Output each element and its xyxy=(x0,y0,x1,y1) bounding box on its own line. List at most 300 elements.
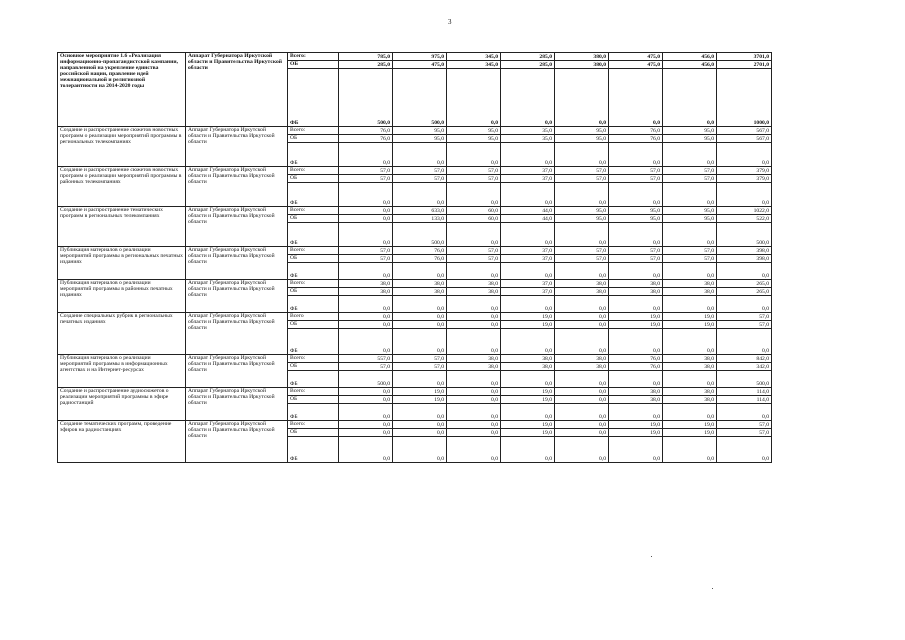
year-value-cell: 57,0 xyxy=(447,167,501,175)
year-value-cell: 0,0 xyxy=(609,263,663,280)
year-value-cell: 38,0 xyxy=(663,288,717,296)
year-value-cell: 38,0 xyxy=(609,388,663,396)
scan-speck xyxy=(651,556,652,557)
year-value-cell: 0,0 xyxy=(555,313,609,321)
year-value-cell: 0,0 xyxy=(447,321,501,329)
year-value-cell: 0,0 xyxy=(609,296,663,313)
year-value-cell: 0,0 xyxy=(393,313,447,321)
year-value-cell: 0,0 xyxy=(663,437,717,463)
year-value-cell: 380,0 xyxy=(555,61,609,69)
year-value-cell: 0,0 xyxy=(339,396,393,404)
year-value-cell: 456,0 xyxy=(663,53,717,61)
year-value-cell: 37,0 xyxy=(501,247,555,255)
funding-source-cell: Всего: xyxy=(288,355,339,363)
total-value-cell: 57,0 xyxy=(717,429,772,437)
year-value-cell: 475,0 xyxy=(393,61,447,69)
funding-source-cell: Всего: xyxy=(288,388,339,396)
year-value-cell: 0,0 xyxy=(393,429,447,437)
executor-cell: Аппарат Губернатора Иркутской области и Правительства Иркутской области xyxy=(186,127,288,167)
year-value-cell: 38,0 xyxy=(447,355,501,363)
year-value-cell: 0,0 xyxy=(555,396,609,404)
funding-source-cell: ОБ xyxy=(288,135,339,143)
year-value-cell: 76,0 xyxy=(339,127,393,135)
table-row xyxy=(58,167,772,175)
year-value-cell: 95,0 xyxy=(555,127,609,135)
year-value-cell: 0,0 xyxy=(555,183,609,207)
year-value-cell: 0,0 xyxy=(339,143,393,167)
year-value-cell: 19,0 xyxy=(663,321,717,329)
funding-source-cell: ОБ xyxy=(288,61,339,69)
year-value-cell: 57,0 xyxy=(609,247,663,255)
activity-name-cell: Создание и распространение тематических программ в региональных телекомпаниях xyxy=(58,207,186,247)
year-value-cell: 57,0 xyxy=(663,247,717,255)
year-value-cell: 500,0 xyxy=(393,223,447,247)
year-value-cell: 35,0 xyxy=(501,135,555,143)
executor-cell: Аппарат Губернатора Иркутской области и Правительства Иркутской области xyxy=(186,355,288,388)
year-value-cell: 0,0 xyxy=(501,296,555,313)
year-value-cell: 95,0 xyxy=(663,135,717,143)
year-value-cell: 19,0 xyxy=(501,388,555,396)
year-value-cell: 57,0 xyxy=(555,247,609,255)
year-value-cell: 19,0 xyxy=(663,313,717,321)
year-value-cell: 0,0 xyxy=(339,429,393,437)
year-value-cell: 0,0 xyxy=(447,69,501,127)
year-value-cell: 285,0 xyxy=(339,61,393,69)
total-value-cell: 0,0 xyxy=(717,437,772,463)
year-value-cell: 0,0 xyxy=(339,321,393,329)
total-value-cell: 114,0 xyxy=(717,388,772,396)
executor-cell: Аппарат Губернатора Иркутской области и Правительства Иркутской области xyxy=(186,207,288,247)
year-value-cell: 38,0 xyxy=(663,363,717,371)
year-value-cell: 37,0 xyxy=(501,167,555,175)
table-row xyxy=(58,388,772,396)
year-value-cell: 345,0 xyxy=(447,53,501,61)
year-value-cell: 19,0 xyxy=(393,388,447,396)
funding-source-cell: Всего: xyxy=(288,167,339,175)
year-value-cell: 633,0 xyxy=(393,207,447,215)
year-value-cell: 76,0 xyxy=(339,135,393,143)
year-value-cell: 38,0 xyxy=(447,288,501,296)
year-value-cell: 0,0 xyxy=(339,215,393,223)
executor-cell: Аппарат Губернатора Иркутской области и Правительства Иркутской области xyxy=(186,167,288,207)
year-value-cell: 0,0 xyxy=(501,371,555,388)
year-value-cell: 57,0 xyxy=(339,247,393,255)
year-value-cell: 57,0 xyxy=(663,175,717,183)
year-value-cell: 57,0 xyxy=(339,363,393,371)
funding-source-cell: ФБ xyxy=(288,437,339,463)
year-value-cell: 0,0 xyxy=(447,296,501,313)
scan-speck xyxy=(712,588,713,589)
year-value-cell: 95,0 xyxy=(555,207,609,215)
year-value-cell: 0,0 xyxy=(447,329,501,355)
total-value-cell: 379,0 xyxy=(717,175,772,183)
year-value-cell: 95,0 xyxy=(393,135,447,143)
year-value-cell: 95,0 xyxy=(447,127,501,135)
total-value-cell: 114,0 xyxy=(717,396,772,404)
year-value-cell: 0,0 xyxy=(447,263,501,280)
year-value-cell: 0,0 xyxy=(555,223,609,247)
table-row xyxy=(58,355,772,363)
executor-cell: Аппарат Губернатора Иркутской области и Правительства Иркутской области xyxy=(186,53,288,127)
total-value-cell: 57,0 xyxy=(717,321,772,329)
year-value-cell: 38,0 xyxy=(393,280,447,288)
total-value-cell: 0,0 xyxy=(717,183,772,207)
year-value-cell: 133,0 xyxy=(393,215,447,223)
year-value-cell: 19,0 xyxy=(393,396,447,404)
funding-source-cell: Всего: xyxy=(288,247,339,255)
year-value-cell: 38,0 xyxy=(501,363,555,371)
year-value-cell: 95,0 xyxy=(609,215,663,223)
year-value-cell: 37,0 xyxy=(501,175,555,183)
year-value-cell: 38,0 xyxy=(393,288,447,296)
year-value-cell: 0,0 xyxy=(339,329,393,355)
year-value-cell: 0,0 xyxy=(555,296,609,313)
year-value-cell: 0,0 xyxy=(501,404,555,421)
year-value-cell: 380,0 xyxy=(555,53,609,61)
year-value-cell: 57,0 xyxy=(609,167,663,175)
year-value-cell: 38,0 xyxy=(555,280,609,288)
page-number: 3 xyxy=(448,18,452,26)
year-value-cell: 0,0 xyxy=(447,404,501,421)
year-value-cell: 0,0 xyxy=(393,321,447,329)
executor-cell: Аппарат Губернатора Иркутской области и Правительства Иркутской области xyxy=(186,280,288,313)
total-value-cell: 500,0 xyxy=(717,371,772,388)
table-row xyxy=(58,127,772,135)
year-value-cell: 0,0 xyxy=(447,437,501,463)
total-value-cell: 57,0 xyxy=(717,313,772,321)
year-value-cell: 0,0 xyxy=(339,388,393,396)
year-value-cell: 38,0 xyxy=(339,280,393,288)
year-value-cell: 44,0 xyxy=(501,215,555,223)
funding-source-cell: Всего: xyxy=(288,421,339,429)
funding-source-cell: ФБ xyxy=(288,404,339,421)
year-value-cell: 0,0 xyxy=(555,421,609,429)
total-value-cell: 0,0 xyxy=(717,329,772,355)
year-value-cell: 19,0 xyxy=(609,421,663,429)
year-value-cell: 76,0 xyxy=(609,135,663,143)
year-value-cell: 38,0 xyxy=(447,280,501,288)
year-value-cell: 0,0 xyxy=(609,69,663,127)
year-value-cell: 38,0 xyxy=(339,288,393,296)
year-value-cell: 475,0 xyxy=(609,61,663,69)
year-value-cell: 76,0 xyxy=(609,355,663,363)
year-value-cell: 38,0 xyxy=(555,355,609,363)
funding-source-cell: Всего: xyxy=(288,280,339,288)
total-value-cell: 0,0 xyxy=(717,263,772,280)
year-value-cell: 0,0 xyxy=(339,437,393,463)
total-value-cell: 379,0 xyxy=(717,167,772,175)
year-value-cell: 19,0 xyxy=(501,421,555,429)
year-value-cell: 0,0 xyxy=(555,429,609,437)
year-value-cell: 0,0 xyxy=(393,437,447,463)
year-value-cell: 557,0 xyxy=(339,355,393,363)
year-value-cell: 57,0 xyxy=(447,255,501,263)
year-value-cell: 0,0 xyxy=(339,183,393,207)
year-value-cell: 0,0 xyxy=(663,404,717,421)
table-row xyxy=(58,280,772,288)
year-value-cell: 0,0 xyxy=(339,223,393,247)
total-value-cell: 1000,0 xyxy=(717,69,772,127)
year-value-cell: 0,0 xyxy=(393,421,447,429)
executor-cell: Аппарат Губернатора Иркутской области и Правительства Иркутской области xyxy=(186,247,288,280)
executor-cell: Аппарат Губернатора Иркутской области и Правительства Иркутской области xyxy=(186,388,288,421)
year-value-cell: 57,0 xyxy=(393,363,447,371)
year-value-cell: 285,0 xyxy=(501,61,555,69)
year-value-cell: 19,0 xyxy=(663,429,717,437)
year-value-cell: 57,0 xyxy=(609,175,663,183)
activity-name-cell: Публикация материалов о реализации мероприятий программы в региональных печатных изданиях xyxy=(58,247,186,280)
year-value-cell: 19,0 xyxy=(501,396,555,404)
year-value-cell: 0,0 xyxy=(609,223,663,247)
table-row xyxy=(58,53,772,61)
year-value-cell: 0,0 xyxy=(555,263,609,280)
budget-table xyxy=(57,52,772,463)
year-value-cell: 0,0 xyxy=(447,421,501,429)
year-value-cell: 57,0 xyxy=(663,167,717,175)
year-value-cell: 76,0 xyxy=(609,363,663,371)
year-value-cell: 0,0 xyxy=(663,329,717,355)
year-value-cell: 0,0 xyxy=(609,143,663,167)
total-value-cell: 3701,0 xyxy=(717,53,772,61)
year-value-cell: 38,0 xyxy=(609,396,663,404)
total-value-cell: 842,0 xyxy=(717,355,772,363)
year-value-cell: 0,0 xyxy=(555,143,609,167)
year-value-cell: 0,0 xyxy=(609,437,663,463)
year-value-cell: 0,0 xyxy=(447,371,501,388)
funding-source-cell: ОБ xyxy=(288,255,339,263)
year-value-cell: 38,0 xyxy=(447,363,501,371)
year-value-cell: 37,0 xyxy=(501,280,555,288)
year-value-cell: 0,0 xyxy=(339,404,393,421)
year-value-cell: 0,0 xyxy=(501,183,555,207)
year-value-cell: 38,0 xyxy=(663,280,717,288)
year-value-cell: 60,0 xyxy=(447,215,501,223)
year-value-cell: 95,0 xyxy=(663,127,717,135)
year-value-cell: 95,0 xyxy=(393,127,447,135)
funding-source-cell: ФБ xyxy=(288,296,339,313)
year-value-cell: 0,0 xyxy=(447,223,501,247)
budget-table-body xyxy=(58,53,772,463)
year-value-cell: 0,0 xyxy=(663,143,717,167)
year-value-cell: 38,0 xyxy=(663,355,717,363)
year-value-cell: 500,0 xyxy=(339,69,393,127)
year-value-cell: 19,0 xyxy=(609,321,663,329)
total-value-cell: 57,0 xyxy=(717,421,772,429)
year-value-cell: 0,0 xyxy=(447,143,501,167)
total-value-cell: 0,0 xyxy=(717,143,772,167)
year-value-cell: 57,0 xyxy=(555,175,609,183)
year-value-cell: 0,0 xyxy=(447,388,501,396)
year-value-cell: 0,0 xyxy=(609,404,663,421)
year-value-cell: 0,0 xyxy=(663,296,717,313)
year-value-cell: 0,0 xyxy=(447,183,501,207)
year-value-cell: 0,0 xyxy=(663,69,717,127)
activity-name-cell: Публикация материалов о реализации мероприятий программы в информационных агентствах и на Интернет-ресурсах xyxy=(58,355,186,388)
total-value-cell: 2701,0 xyxy=(717,61,772,69)
year-value-cell: 0,0 xyxy=(501,263,555,280)
funding-source-cell: ОБ xyxy=(288,215,339,223)
year-value-cell: 0,0 xyxy=(393,183,447,207)
year-value-cell: 0,0 xyxy=(555,329,609,355)
year-value-cell: 57,0 xyxy=(609,255,663,263)
year-value-cell: 38,0 xyxy=(609,280,663,288)
year-value-cell: 0,0 xyxy=(609,183,663,207)
year-value-cell: 95,0 xyxy=(447,135,501,143)
year-value-cell: 38,0 xyxy=(663,388,717,396)
year-value-cell: 0,0 xyxy=(393,263,447,280)
year-value-cell: 37,0 xyxy=(501,288,555,296)
year-value-cell: 0,0 xyxy=(555,404,609,421)
total-value-cell: 342,0 xyxy=(717,363,772,371)
funding-source-cell: Всего: xyxy=(288,207,339,215)
year-value-cell: 345,0 xyxy=(447,61,501,69)
year-value-cell: 38,0 xyxy=(663,396,717,404)
funding-source-cell: ФБ xyxy=(288,371,339,388)
year-value-cell: 456,0 xyxy=(663,61,717,69)
year-value-cell: 57,0 xyxy=(393,355,447,363)
funding-source-cell: ФБ xyxy=(288,143,339,167)
year-value-cell: 57,0 xyxy=(555,255,609,263)
executor-cell: Аппарат Губернатора Иркутской области и Правительства Иркутской области xyxy=(186,313,288,355)
funding-source-cell: ФБ xyxy=(288,329,339,355)
year-value-cell: 19,0 xyxy=(663,421,717,429)
activity-name-cell: Создание специальных рубрик в региональных печатных изданиях xyxy=(58,313,186,355)
funding-source-cell: ОБ xyxy=(288,429,339,437)
activity-name-cell: Создание и распространение сюжетов новостных программ о реализации мероприятий программы в районных телекомпаниях xyxy=(58,167,186,207)
year-value-cell: 38,0 xyxy=(555,288,609,296)
year-value-cell: 95,0 xyxy=(555,135,609,143)
year-value-cell: 0,0 xyxy=(555,437,609,463)
year-value-cell: 0,0 xyxy=(501,437,555,463)
year-value-cell: 19,0 xyxy=(609,313,663,321)
year-value-cell: 0,0 xyxy=(393,404,447,421)
year-value-cell: 57,0 xyxy=(555,167,609,175)
year-value-cell: 57,0 xyxy=(447,175,501,183)
year-value-cell: 0,0 xyxy=(609,329,663,355)
year-value-cell: 57,0 xyxy=(447,247,501,255)
total-value-cell: 500,0 xyxy=(717,223,772,247)
year-value-cell: 0,0 xyxy=(339,421,393,429)
year-value-cell: 57,0 xyxy=(339,175,393,183)
year-value-cell: 0,0 xyxy=(339,296,393,313)
year-value-cell: 0,0 xyxy=(663,183,717,207)
table-row xyxy=(58,421,772,429)
year-value-cell: 0,0 xyxy=(663,263,717,280)
table-row xyxy=(58,247,772,255)
year-value-cell: 0,0 xyxy=(393,371,447,388)
funding-source-cell: ОБ xyxy=(288,321,339,329)
table-row xyxy=(58,207,772,215)
year-value-cell: 0,0 xyxy=(501,69,555,127)
activity-name-cell: Создание и распространение аудиосюжетов о реализации мероприятий программы в эфире радиостанций xyxy=(58,388,186,421)
activity-name-cell: Создание и распространение сюжетов новостных программ о реализации мероприятий программы в региональных телекомпаниях xyxy=(58,127,186,167)
funding-source-cell: ОБ xyxy=(288,175,339,183)
executor-cell: Аппарат Губернатора Иркутской области и Правительства Иркутской области xyxy=(186,421,288,463)
year-value-cell: 57,0 xyxy=(339,167,393,175)
funding-source-cell: ФБ xyxy=(288,223,339,247)
funding-source-cell: ОБ xyxy=(288,288,339,296)
year-value-cell: 19,0 xyxy=(609,429,663,437)
year-value-cell: 19,0 xyxy=(501,313,555,321)
funding-source-cell: Всего: xyxy=(288,127,339,135)
year-value-cell: 95,0 xyxy=(663,207,717,215)
year-value-cell: 0,0 xyxy=(555,321,609,329)
year-value-cell: 785,0 xyxy=(339,53,393,61)
year-value-cell: 76,0 xyxy=(393,247,447,255)
activity-name-cell: Основное мероприятие 1.6 «Реализация информационно-пропагандистской кампании, направленной на укрепление единства российской нации, правление ндей межнациональной и религиозной толерантности на 2014-2020 годы xyxy=(58,53,186,127)
total-value-cell: 522,0 xyxy=(717,215,772,223)
year-value-cell: 975,0 xyxy=(393,53,447,61)
year-value-cell: 0,0 xyxy=(447,396,501,404)
year-value-cell: 500,0 xyxy=(339,371,393,388)
year-value-cell: 0,0 xyxy=(501,329,555,355)
total-value-cell: 265,0 xyxy=(717,288,772,296)
year-value-cell: 0,0 xyxy=(663,371,717,388)
funding-source-cell: ОБ xyxy=(288,396,339,404)
year-value-cell: 35,0 xyxy=(501,127,555,135)
year-value-cell: 0,0 xyxy=(393,143,447,167)
total-value-cell: 0,0 xyxy=(717,404,772,421)
year-value-cell: 38,0 xyxy=(609,288,663,296)
year-value-cell: 0,0 xyxy=(339,207,393,215)
funding-source-cell: ОБ xyxy=(288,363,339,371)
year-value-cell: 475,0 xyxy=(609,53,663,61)
year-value-cell: 76,0 xyxy=(393,255,447,263)
year-value-cell: 38,0 xyxy=(555,363,609,371)
year-value-cell: 19,0 xyxy=(501,429,555,437)
total-value-cell: 0,0 xyxy=(717,296,772,313)
year-value-cell: 0,0 xyxy=(663,223,717,247)
year-value-cell: 37,0 xyxy=(501,255,555,263)
year-value-cell: 57,0 xyxy=(393,167,447,175)
funding-source-cell: ФБ xyxy=(288,69,339,127)
activity-name-cell: Публикация материалов о реализации мероприятий программы в районных печатных изданиях xyxy=(58,280,186,313)
funding-source-cell: Всего: xyxy=(288,53,339,61)
activity-name-cell: Создание тематических программ, проведение эфиров на радиостанциях xyxy=(58,421,186,463)
year-value-cell: 0,0 xyxy=(501,143,555,167)
year-value-cell: 0,0 xyxy=(447,429,501,437)
table-row xyxy=(58,313,772,321)
total-value-cell: 398,0 xyxy=(717,247,772,255)
year-value-cell: 44,0 xyxy=(501,207,555,215)
year-value-cell: 95,0 xyxy=(663,215,717,223)
year-value-cell: 76,0 xyxy=(609,127,663,135)
year-value-cell: 0,0 xyxy=(555,69,609,127)
year-value-cell: 0,0 xyxy=(339,263,393,280)
year-value-cell: 500,0 xyxy=(393,69,447,127)
year-value-cell: 57,0 xyxy=(393,175,447,183)
funding-source-cell: ФБ xyxy=(288,183,339,207)
year-value-cell: 57,0 xyxy=(339,255,393,263)
total-value-cell: 265,0 xyxy=(717,280,772,288)
total-value-cell: 567,0 xyxy=(717,127,772,135)
total-value-cell: 1022,0 xyxy=(717,207,772,215)
funding-source-cell: Всего xyxy=(288,313,339,321)
year-value-cell: 0,0 xyxy=(393,296,447,313)
year-value-cell: 0,0 xyxy=(555,371,609,388)
year-value-cell: 95,0 xyxy=(609,207,663,215)
year-value-cell: 0,0 xyxy=(339,313,393,321)
year-value-cell: 285,0 xyxy=(501,53,555,61)
year-value-cell: 0,0 xyxy=(501,223,555,247)
year-value-cell: 0,0 xyxy=(393,329,447,355)
total-value-cell: 567,0 xyxy=(717,135,772,143)
year-value-cell: 38,0 xyxy=(501,355,555,363)
year-value-cell: 0,0 xyxy=(555,388,609,396)
year-value-cell: 95,0 xyxy=(555,215,609,223)
year-value-cell: 19,0 xyxy=(501,321,555,329)
total-value-cell: 398,0 xyxy=(717,255,772,263)
